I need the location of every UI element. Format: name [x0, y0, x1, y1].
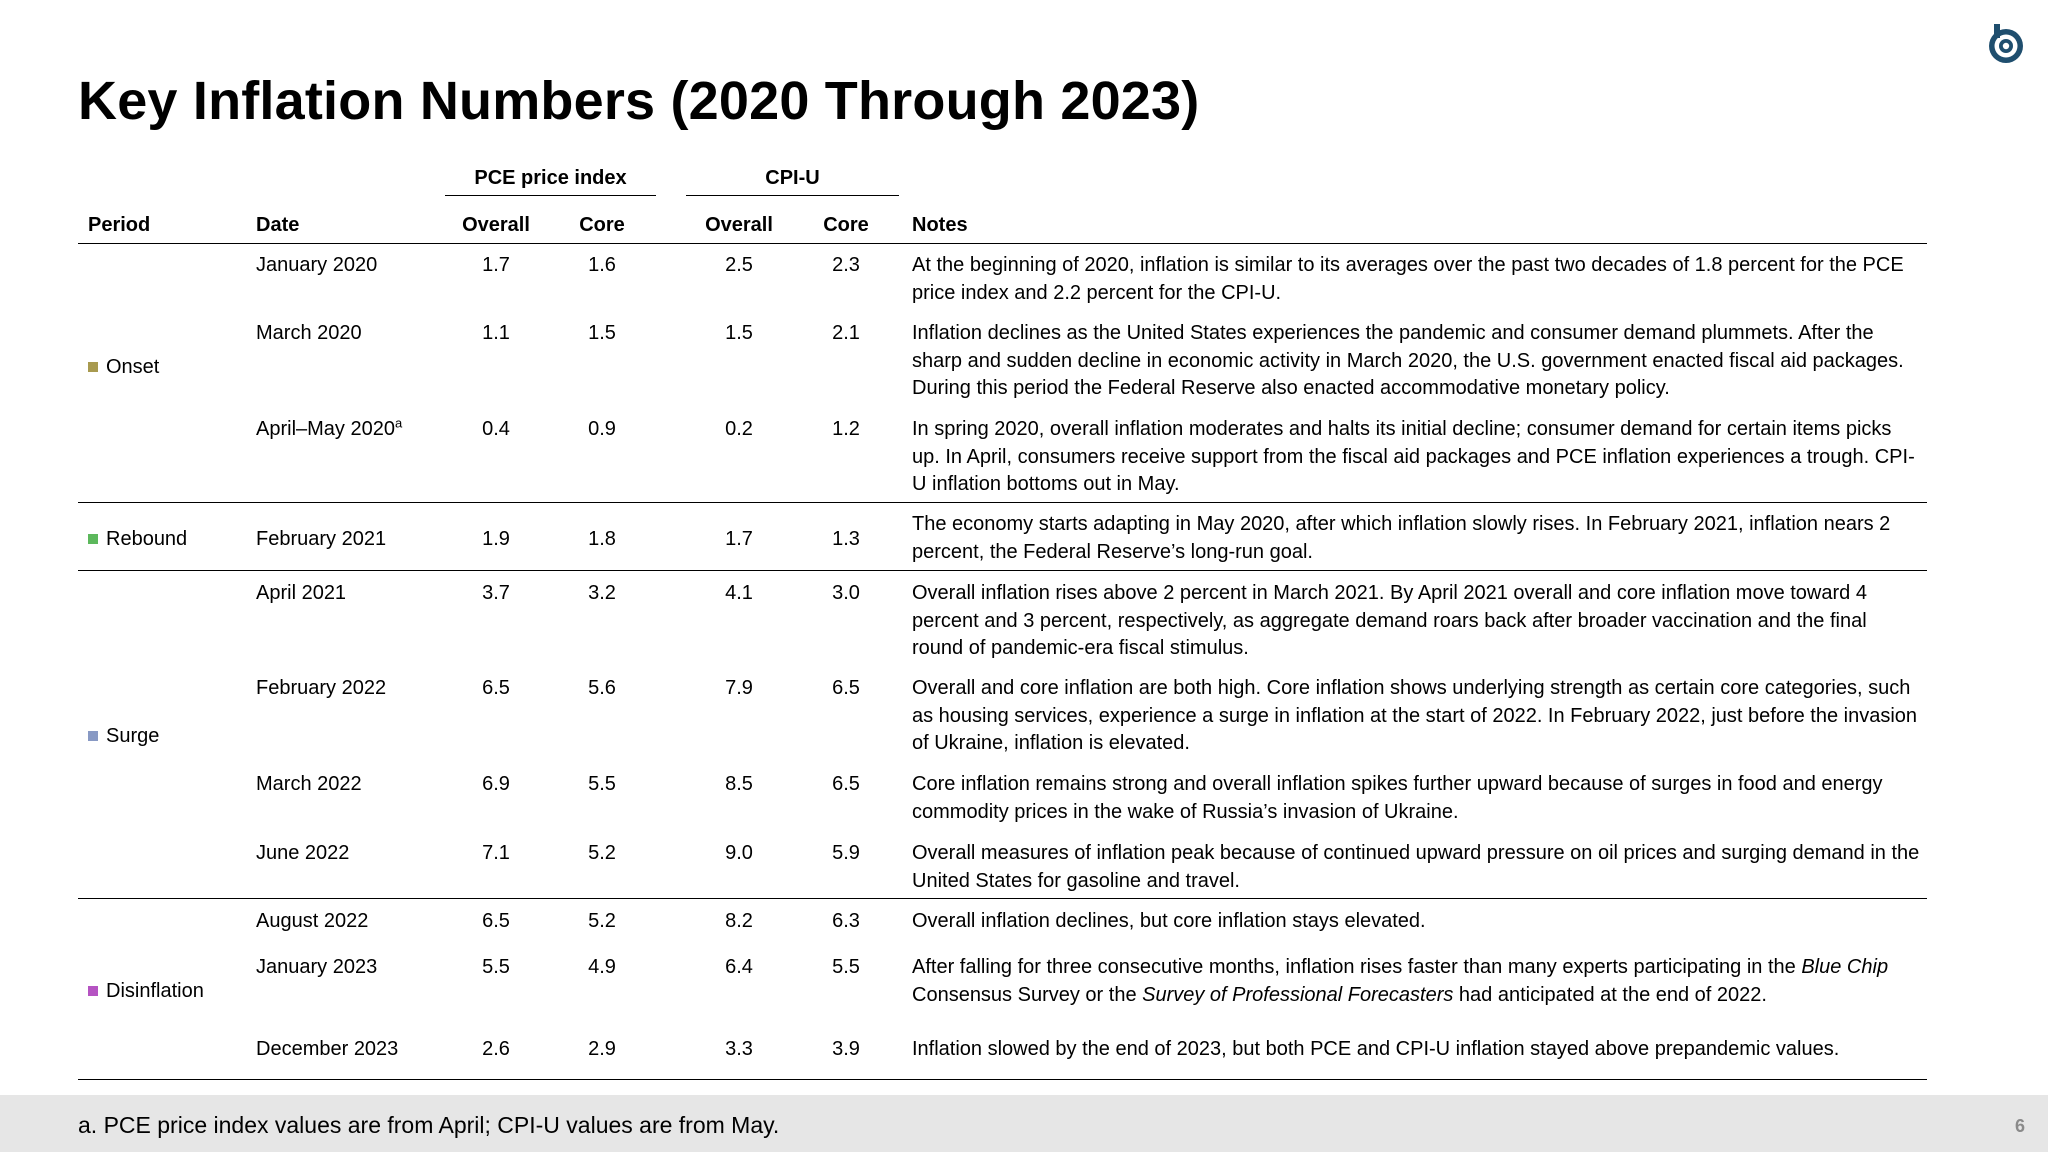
- cpi-overall-cell: 1.5: [725, 322, 753, 344]
- period-col-header: Period: [88, 214, 151, 236]
- note-cell: At the beginning of 2020, inflation is similar to its averages over the past two decades of 1.8 percent for the PCE price index and 2.2 percent for the CPI-U.: [912, 254, 1904, 304]
- pce-overall-cell: 6.5: [482, 910, 510, 932]
- pce-core-cell: 5.2: [588, 910, 616, 932]
- period-label: Surge: [106, 725, 160, 747]
- page-number: 6: [2015, 1116, 2026, 1136]
- pce-overall-cell: 1.9: [482, 528, 510, 550]
- period-label: Onset: [106, 356, 160, 378]
- cpi-overall-cell: 8.2: [725, 910, 753, 932]
- header-rule: [78, 243, 1927, 244]
- cpi-core-cell: 2.3: [832, 254, 860, 276]
- pce-core-cell: 1.6: [588, 254, 616, 276]
- pce-group-header: PCE price index: [445, 165, 656, 196]
- period-label: Rebound: [106, 528, 188, 550]
- period-label: Disinflation: [106, 980, 204, 1002]
- section-rule-onset-end: [78, 502, 1927, 503]
- pce-overall-cell: 7.1: [482, 842, 510, 864]
- cpi-group-header: CPI-U: [686, 165, 899, 196]
- pce-core-cell: 1.5: [588, 322, 616, 344]
- date-cell: February 2021: [256, 528, 387, 550]
- section-rule-surge-end: [78, 898, 1927, 899]
- date-cell: March 2020: [256, 322, 362, 344]
- date-cell: January 2020: [256, 254, 378, 276]
- note-cell: Overall and core inflation are both high. Core inflation shows underlying strength as certain core categories, such as housing services, experience a surge in inflation at the start of 2022. In February 2022, just before the invasion of Ukraine, inflation is elevated.: [912, 677, 1918, 754]
- period-surge: [88, 723, 159, 749]
- pce-core-col-header: Core: [579, 214, 625, 236]
- note-text: After falling for three consecutive months, inflation rises faster than many experts participating in the: [912, 956, 1802, 978]
- spf-title: Survey of Professional Forecasters: [1142, 983, 1454, 1006]
- period-rebound: [88, 526, 187, 552]
- date-cell: August 2022: [256, 910, 369, 932]
- note-text: Consensus Survey or the: [912, 983, 1143, 1006]
- date-col-header: Date: [256, 214, 300, 236]
- note-cell: Inflation slowed by the end of 2023, but both PCE and CPI-U inflation stayed above prepandemic values.: [912, 1038, 1840, 1060]
- pce-core-cell: 4.9: [588, 956, 616, 978]
- footer-bar: [0, 1095, 2048, 1152]
- date-cell: December 2023: [256, 1038, 399, 1060]
- pce-core-cell: 1.8: [588, 528, 616, 550]
- pce-overall-cell: 5.5: [482, 956, 510, 978]
- cpi-core-cell: 6.3: [832, 910, 860, 932]
- date-cell: January 2023: [256, 956, 378, 978]
- cpi-core-cell: 2.1: [832, 322, 860, 344]
- pce-overall-cell: 0.4: [482, 418, 510, 440]
- pce-overall-cell: 6.5: [482, 677, 510, 699]
- cpi-core-cell: 6.5: [832, 773, 860, 795]
- cpi-core-cell: 5.9: [832, 842, 860, 864]
- cpi-overall-col-header: Overall: [705, 214, 773, 236]
- note-text: had anticipated at the end of 2022.: [1453, 983, 1767, 1006]
- pce-core-cell: 3.2: [588, 582, 616, 604]
- note-cell: Overall measures of inflation peak because of continued upward pressure on oil prices and surging demand in the United States for gasoline and travel.: [912, 842, 1920, 892]
- rebound-marker: [88, 534, 98, 544]
- note-cell: Inflation declines as the United States experiences the pandemic and consumer demand plummets. After the sharp and sudden decline in economic activity in March 2020, the U.S. government enacted fiscal aid packages. During this period the Federal Reserve also enacted accommodative monetary policy.: [912, 322, 1904, 399]
- note-cell: In spring 2020, overall inflation moderates and halts its initial decline; consumer demand for certain items picks up. In April, consumers receive support from the fiscal aid packages and PCE inflation experiences a trough. CPI-U inflation bottoms out in May.: [912, 418, 1915, 495]
- pce-core-cell: 5.5: [588, 773, 616, 795]
- cpi-core-col-header: Core: [823, 214, 869, 236]
- cpi-core-cell: 1.3: [832, 528, 860, 550]
- date-text: April–May 2020: [256, 418, 395, 440]
- pce-core-cell: 0.9: [588, 418, 616, 440]
- cpi-overall-cell: 8.5: [725, 773, 753, 795]
- circle-b-logo-icon: [1985, 23, 2027, 65]
- date-cell: April 2021: [256, 582, 347, 604]
- date-cell: [256, 416, 402, 443]
- cpi-overall-cell: 7.9: [725, 677, 753, 699]
- blue-chip-title: Blue Chip: [1801, 956, 1889, 978]
- cpi-core-cell: 3.0: [832, 582, 860, 604]
- cpi-overall-cell: 1.7: [725, 528, 753, 550]
- date-cell: June 2022: [256, 842, 350, 864]
- note-cell: Overall inflation declines, but core inflation stays elevated.: [912, 910, 1426, 932]
- cpi-core-cell: 6.5: [832, 677, 860, 699]
- disinflation-marker: [88, 986, 98, 996]
- note-cell: [912, 954, 1922, 1009]
- note-cell: Core inflation remains strong and overall inflation spikes further upward because of surges in food and energy commodity prices in the wake of Russia’s invasion of Ukraine.: [912, 773, 1883, 823]
- pce-overall-cell: 1.7: [482, 254, 510, 276]
- pce-overall-cell: 2.6: [482, 1038, 510, 1060]
- cpi-overall-cell: 9.0: [725, 842, 753, 864]
- table-bottom-rule: [78, 1079, 1927, 1080]
- note-cell: The economy starts adapting in May 2020, after which inflation slowly rises. In February 2021, inflation nears 2 percent, the Federal Reserve’s long-run goal.: [912, 513, 1891, 563]
- pce-overall-col-header: Overall: [462, 214, 530, 236]
- onset-marker: [88, 362, 98, 372]
- page-title: Key Inflation Numbers (2020 Through 2023): [78, 71, 1200, 131]
- footnote: a. PCE price index values are from April; CPI-U values are from May.: [78, 1112, 780, 1138]
- date-cell: March 2022: [256, 773, 362, 795]
- pce-overall-cell: 6.9: [482, 773, 510, 795]
- cpi-overall-cell: 2.5: [725, 254, 753, 276]
- cpi-overall-cell: 3.3: [725, 1038, 753, 1060]
- cpi-core-cell: 5.5: [832, 956, 860, 978]
- pce-overall-cell: 1.1: [482, 322, 510, 344]
- footnote-marker: a: [394, 415, 403, 431]
- cpi-overall-cell: 4.1: [725, 582, 753, 604]
- cpi-overall-cell: 6.4: [725, 956, 753, 978]
- pce-core-cell: 5.6: [588, 677, 616, 699]
- section-rule-rebound-end: [78, 570, 1927, 571]
- date-cell: February 2022: [256, 677, 387, 699]
- notes-col-header: Notes: [912, 214, 968, 236]
- note-cell: Overall inflation rises above 2 percent in March 2021. By April 2021 overall and core inflation move toward 4 percent and 3 percent, respectively, as aggregate demand roars back after broader vaccination and the final round of pandemic-era fiscal stimulus.: [912, 582, 1867, 659]
- surge-marker: [88, 731, 98, 741]
- cpi-core-cell: 1.2: [832, 418, 860, 440]
- pce-core-cell: 5.2: [588, 842, 616, 864]
- cpi-core-cell: 3.9: [832, 1038, 860, 1060]
- period-onset: [88, 354, 159, 380]
- pce-overall-cell: 3.7: [482, 582, 510, 604]
- cpi-overall-cell: 0.2: [725, 418, 753, 440]
- period-disinflation: [88, 978, 204, 1004]
- pce-core-cell: 2.9: [588, 1038, 616, 1060]
